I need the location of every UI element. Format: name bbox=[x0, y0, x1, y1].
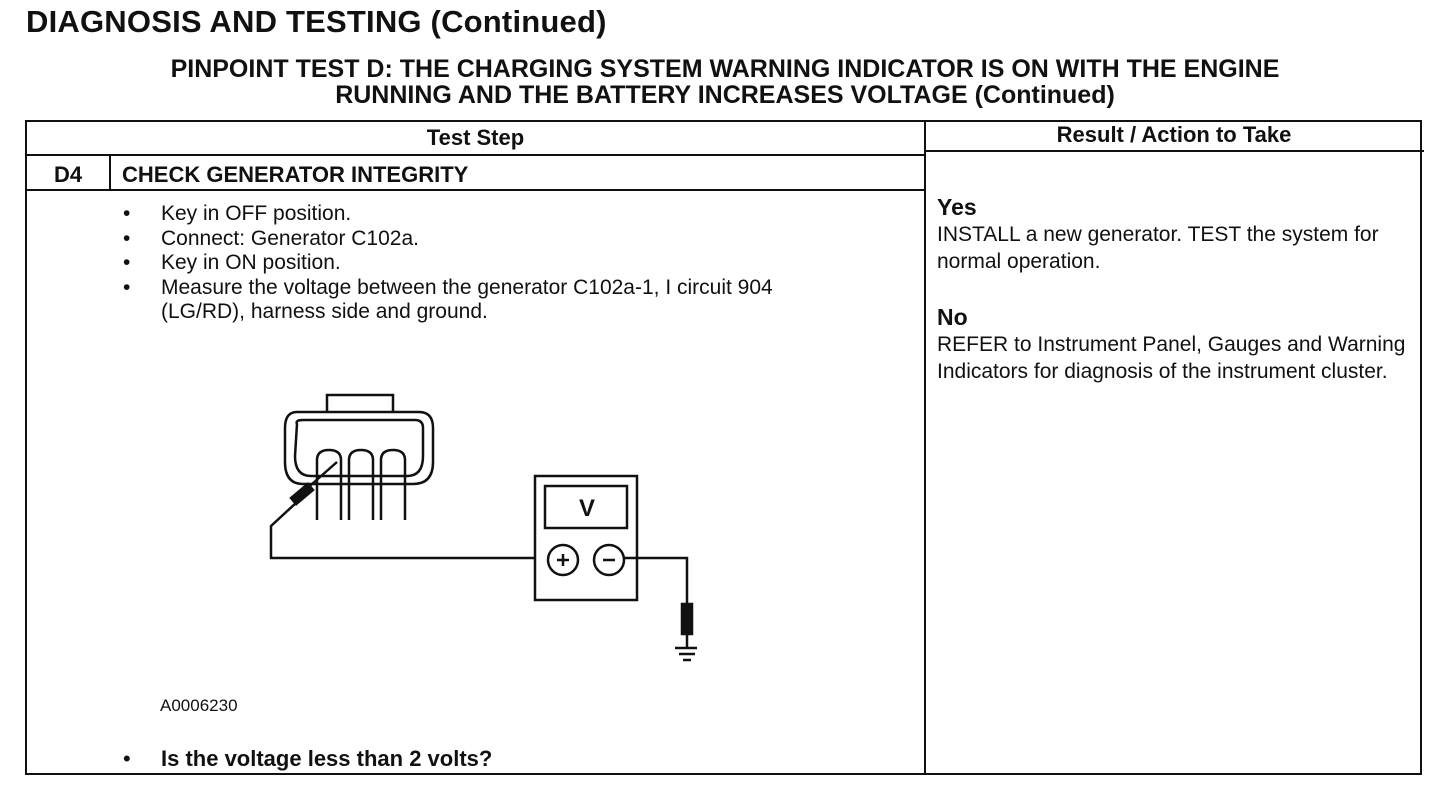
column-header-test-step: Test Step bbox=[426, 125, 525, 150]
step-id: D4 bbox=[53, 162, 83, 187]
step-question: • Is the voltage less than 2 volts? bbox=[123, 746, 492, 772]
header-divider-left bbox=[27, 154, 924, 156]
instruction-item: • Key in OFF position. bbox=[123, 202, 861, 227]
result-no-label: No bbox=[937, 304, 968, 330]
step-row-divider bbox=[27, 189, 924, 191]
figure-id: A0006230 bbox=[160, 696, 238, 715]
column-divider bbox=[924, 122, 926, 773]
generator-connector bbox=[285, 395, 433, 520]
instruction-item: • Measure the voltage between the generator C102a-1, I circuit 904 (LG/RD), harness side and ground. bbox=[123, 276, 861, 325]
meter-readout-label: V bbox=[578, 495, 596, 522]
column-header-result: Result / Action to Take bbox=[1056, 122, 1292, 147]
test-title-line-2: RUNNING AND THE BATTERY INCREASES VOLTAGE (Continued) bbox=[335, 81, 1115, 109]
result-no bbox=[937, 304, 1417, 385]
result-yes bbox=[937, 194, 1417, 275]
header-divider-right bbox=[926, 150, 1424, 152]
result-yes-text: INSTALL a new generator. TEST the system for normal operation. bbox=[937, 223, 1379, 273]
step-name: CHECK GENERATOR INTEGRITY bbox=[122, 162, 469, 187]
instruction-item: • Connect: Generator C102a. bbox=[123, 227, 861, 252]
step-instructions bbox=[123, 202, 861, 325]
page-title: DIAGNOSIS AND TESTING (Continued) bbox=[26, 4, 607, 39]
ground-icon bbox=[675, 648, 697, 660]
pinpoint-test-title bbox=[60, 56, 1390, 108]
result-no-text: REFER to Instrument Panel, Gauges and Warning Indicators for diagnosis of the instrument cluster. bbox=[937, 333, 1406, 383]
step-id-divider bbox=[109, 156, 111, 189]
voltmeter-diagram bbox=[237, 392, 697, 662]
instruction-item: • Key in ON position. bbox=[123, 251, 861, 276]
test-title-line-1: PINPOINT TEST D: THE CHARGING SYSTEM WARNING INDICATOR IS ON WITH THE ENGINE bbox=[170, 55, 1280, 83]
test-table bbox=[25, 120, 1422, 775]
result-yes-label: Yes bbox=[937, 194, 977, 220]
